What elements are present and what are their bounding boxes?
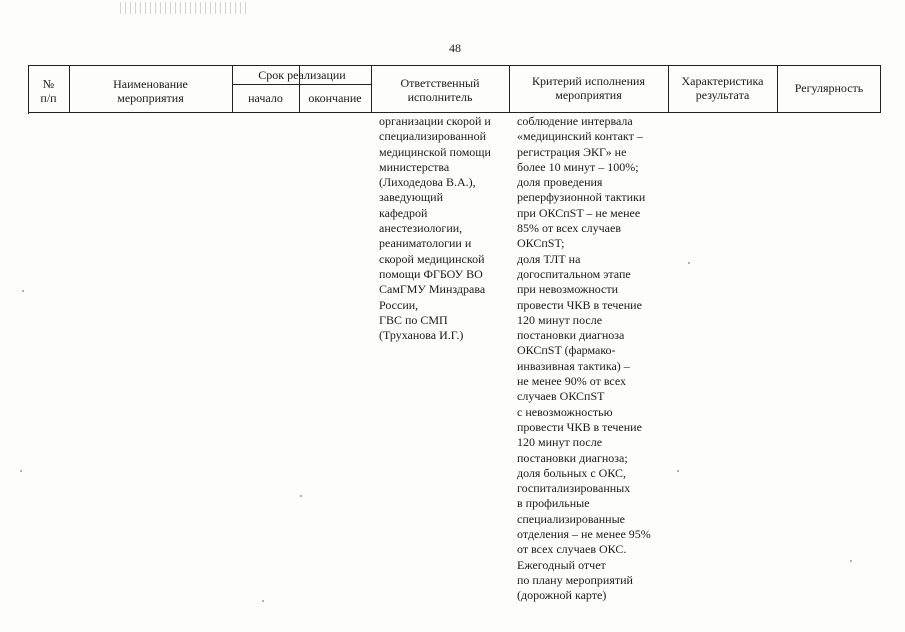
criterion-line: (дорожной карте) (517, 588, 607, 603)
criterion-line: 85% от всех случаев (517, 221, 621, 236)
header-name-line1: Наименование (113, 77, 188, 91)
header-num-line2: п/п (40, 91, 57, 105)
criterion-line: регистрация ЭКГ» не (517, 144, 627, 159)
header-responsible-line1: Ответственный (400, 76, 480, 90)
criterion-line: при ОКСпST – не менее (517, 205, 641, 220)
header-name-line2: мероприятия (117, 91, 184, 105)
responsible-line: СамГМУ Минздрава (379, 282, 486, 297)
criterion-line: не менее 90% от всех (517, 374, 627, 389)
criterion-line: специализированные (517, 511, 625, 526)
criterion-line: по плану мероприятий (517, 572, 633, 587)
criterion-line: с невозможностью (517, 404, 613, 419)
header-criterion-line2: мероприятия (555, 88, 622, 102)
criterion-line: в профильные (517, 496, 590, 511)
responsible-line: помощи ФГБОУ ВО (379, 266, 483, 281)
criterion-line: 120 минут после (517, 312, 603, 327)
responsible-line: скорой медицинской (379, 251, 485, 266)
criterion-line: доля проведения (517, 175, 603, 190)
criterion-line: ОКСпST (фармако- (517, 343, 616, 358)
criterion-line: отделения – не менее 95% (517, 527, 651, 542)
header-start: начало (248, 91, 283, 105)
measures-table (28, 65, 881, 615)
responsible-cell (379, 114, 491, 343)
header-num-line1: № (42, 77, 55, 91)
responsible-line: специализированной (379, 129, 487, 144)
criterion-line: более 10 минут – 100%; (517, 159, 639, 174)
page-number: 48 (449, 41, 461, 55)
criterion-line: доля ТЛТ на (517, 251, 581, 266)
criterion-line: провести ЧКВ в течение (517, 297, 642, 312)
criterion-line: соблюдение интервала (517, 114, 633, 128)
criterion-line: Ежегодный отчет (517, 557, 606, 572)
responsible-line: России, (379, 297, 419, 312)
responsible-line: организации скорой и (379, 114, 491, 128)
criterion-line: доля больных с ОКС, (517, 465, 627, 480)
criterion-line: случаев ОКСпST (517, 389, 605, 404)
responsible-line: медицинской помощи (379, 144, 491, 159)
header-result-line1: Характеристика (681, 74, 764, 88)
responsible-line: кафедрой (379, 205, 428, 220)
criterion-line: инвазивная тактика) – (517, 358, 630, 373)
header-period: Срок реализации (258, 68, 346, 82)
criterion-line: при невозможности (517, 282, 619, 297)
criterion-line: ОКСпST; (517, 236, 565, 251)
criterion-line: догоспитальном этапе (517, 266, 631, 281)
header-end: окончание (308, 91, 362, 105)
responsible-line: реаниматологии и (379, 236, 472, 251)
criterion-line: постановки диагноза; (517, 450, 628, 465)
criterion-line: от всех случаев ОКС. (517, 542, 627, 557)
criterion-line: провести ЧКВ в течение (517, 419, 642, 434)
criterion-line: 120 минут после (517, 435, 603, 450)
header-responsible-line2: исполнитель (407, 90, 473, 104)
scan-artifact (120, 2, 250, 14)
criterion-cell (517, 114, 651, 604)
responsible-line: (Лиходедова В.А.), (379, 175, 476, 190)
criterion-line: госпитализированных (517, 481, 631, 496)
responsible-line: заведующий (379, 190, 443, 205)
header-criterion-line1: Критерий исполнения (532, 74, 645, 88)
responsible-line: анестезиологии, (379, 221, 463, 236)
responsible-line: (Труханова И.Г.) (379, 328, 464, 343)
criterion-line: «медицинский контакт – (517, 129, 643, 144)
header-regularity: Регулярность (794, 81, 864, 95)
criterion-line: реперфузионной тактики (517, 190, 646, 205)
header-result-line2: результата (695, 88, 750, 102)
responsible-line: ГВС по СМП (379, 312, 448, 327)
responsible-line: министерства (379, 159, 450, 174)
criterion-line: постановки диагноза (517, 328, 625, 343)
